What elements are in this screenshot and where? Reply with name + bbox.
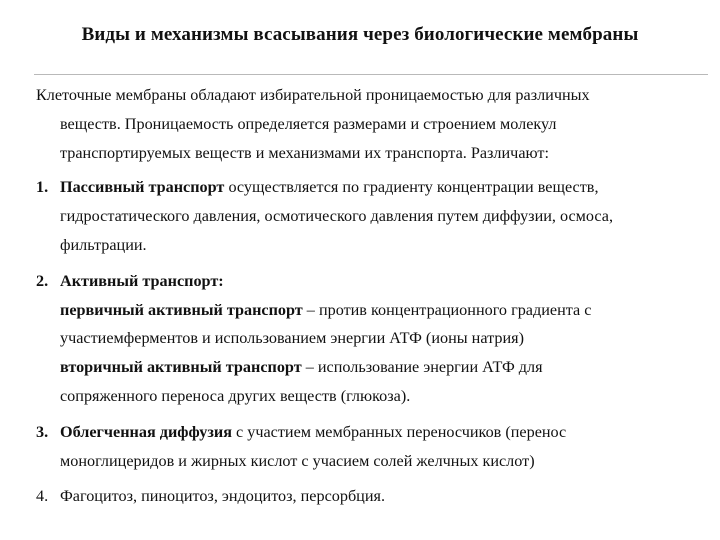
item-line-1-rest: с участием мембранных переносчиков (перенос xyxy=(231,422,567,441)
intro-line-3: транспортируемых веществ и механизмами их транспорта. Различают: xyxy=(60,143,549,162)
slide-body xyxy=(36,81,700,518)
title-divider xyxy=(34,74,708,75)
subitem-primary-active-line-2: участиемферментов и использованием энергии АТФ (ионы натрия) xyxy=(60,329,524,348)
intro-paragraph xyxy=(36,81,700,167)
item-number: 1. xyxy=(36,178,49,197)
subitem-secondary-active-line-2: сопряженного переноса других веществ (глюкоза). xyxy=(60,386,411,405)
item-line-3: фильтрации. xyxy=(60,235,147,254)
item-line-1-rest: осуществляется по градиенту концентрации веществ, xyxy=(224,178,599,197)
subitem-primary-rest: – против концентрационного градиента с xyxy=(302,300,592,319)
list-item-facilitated-diffusion xyxy=(36,418,700,476)
list-item-active-transport xyxy=(36,267,700,411)
subitem-primary-active-line-1 xyxy=(36,296,700,325)
subitem-secondary-active-line-1 xyxy=(36,353,700,382)
item-term: Активный транспорт: xyxy=(60,271,224,290)
item-number: 2. xyxy=(36,271,49,290)
intro-line-2: веществ. Проницаемость определяется размерами и строением молекул xyxy=(60,114,557,133)
item-term: Облегченная диффузия xyxy=(60,422,232,441)
item-number: 3. xyxy=(36,422,49,441)
item-line-2: гидростатического давления, осмотического давления путем диффузии, осмоса, xyxy=(60,207,614,226)
item-line-2: моноглицеридов и жирных кислот с учасием солей желчных кислот) xyxy=(60,451,535,470)
subitem-primary-term: первичный активный транспорт xyxy=(60,300,303,319)
subitem-secondary-rest: – использование энергии АТФ для xyxy=(301,358,543,377)
slide-title: Виды и механизмы всасывания через биологические мембраны xyxy=(81,24,639,45)
subitem-secondary-term: вторичный активный транспорт xyxy=(60,358,302,377)
list-item-phagocytosis xyxy=(36,482,700,511)
list-item-passive-transport xyxy=(36,173,700,259)
item-term: Пассивный транспорт xyxy=(60,178,225,197)
intro-line-1: Клеточные мембраны обладают избирательной проницаемостью для различных xyxy=(36,86,590,104)
item-number: 4. xyxy=(36,487,49,506)
item-text: Фагоцитоз, пиноцитоз, эндоцитоз, персорбция. xyxy=(60,487,385,506)
